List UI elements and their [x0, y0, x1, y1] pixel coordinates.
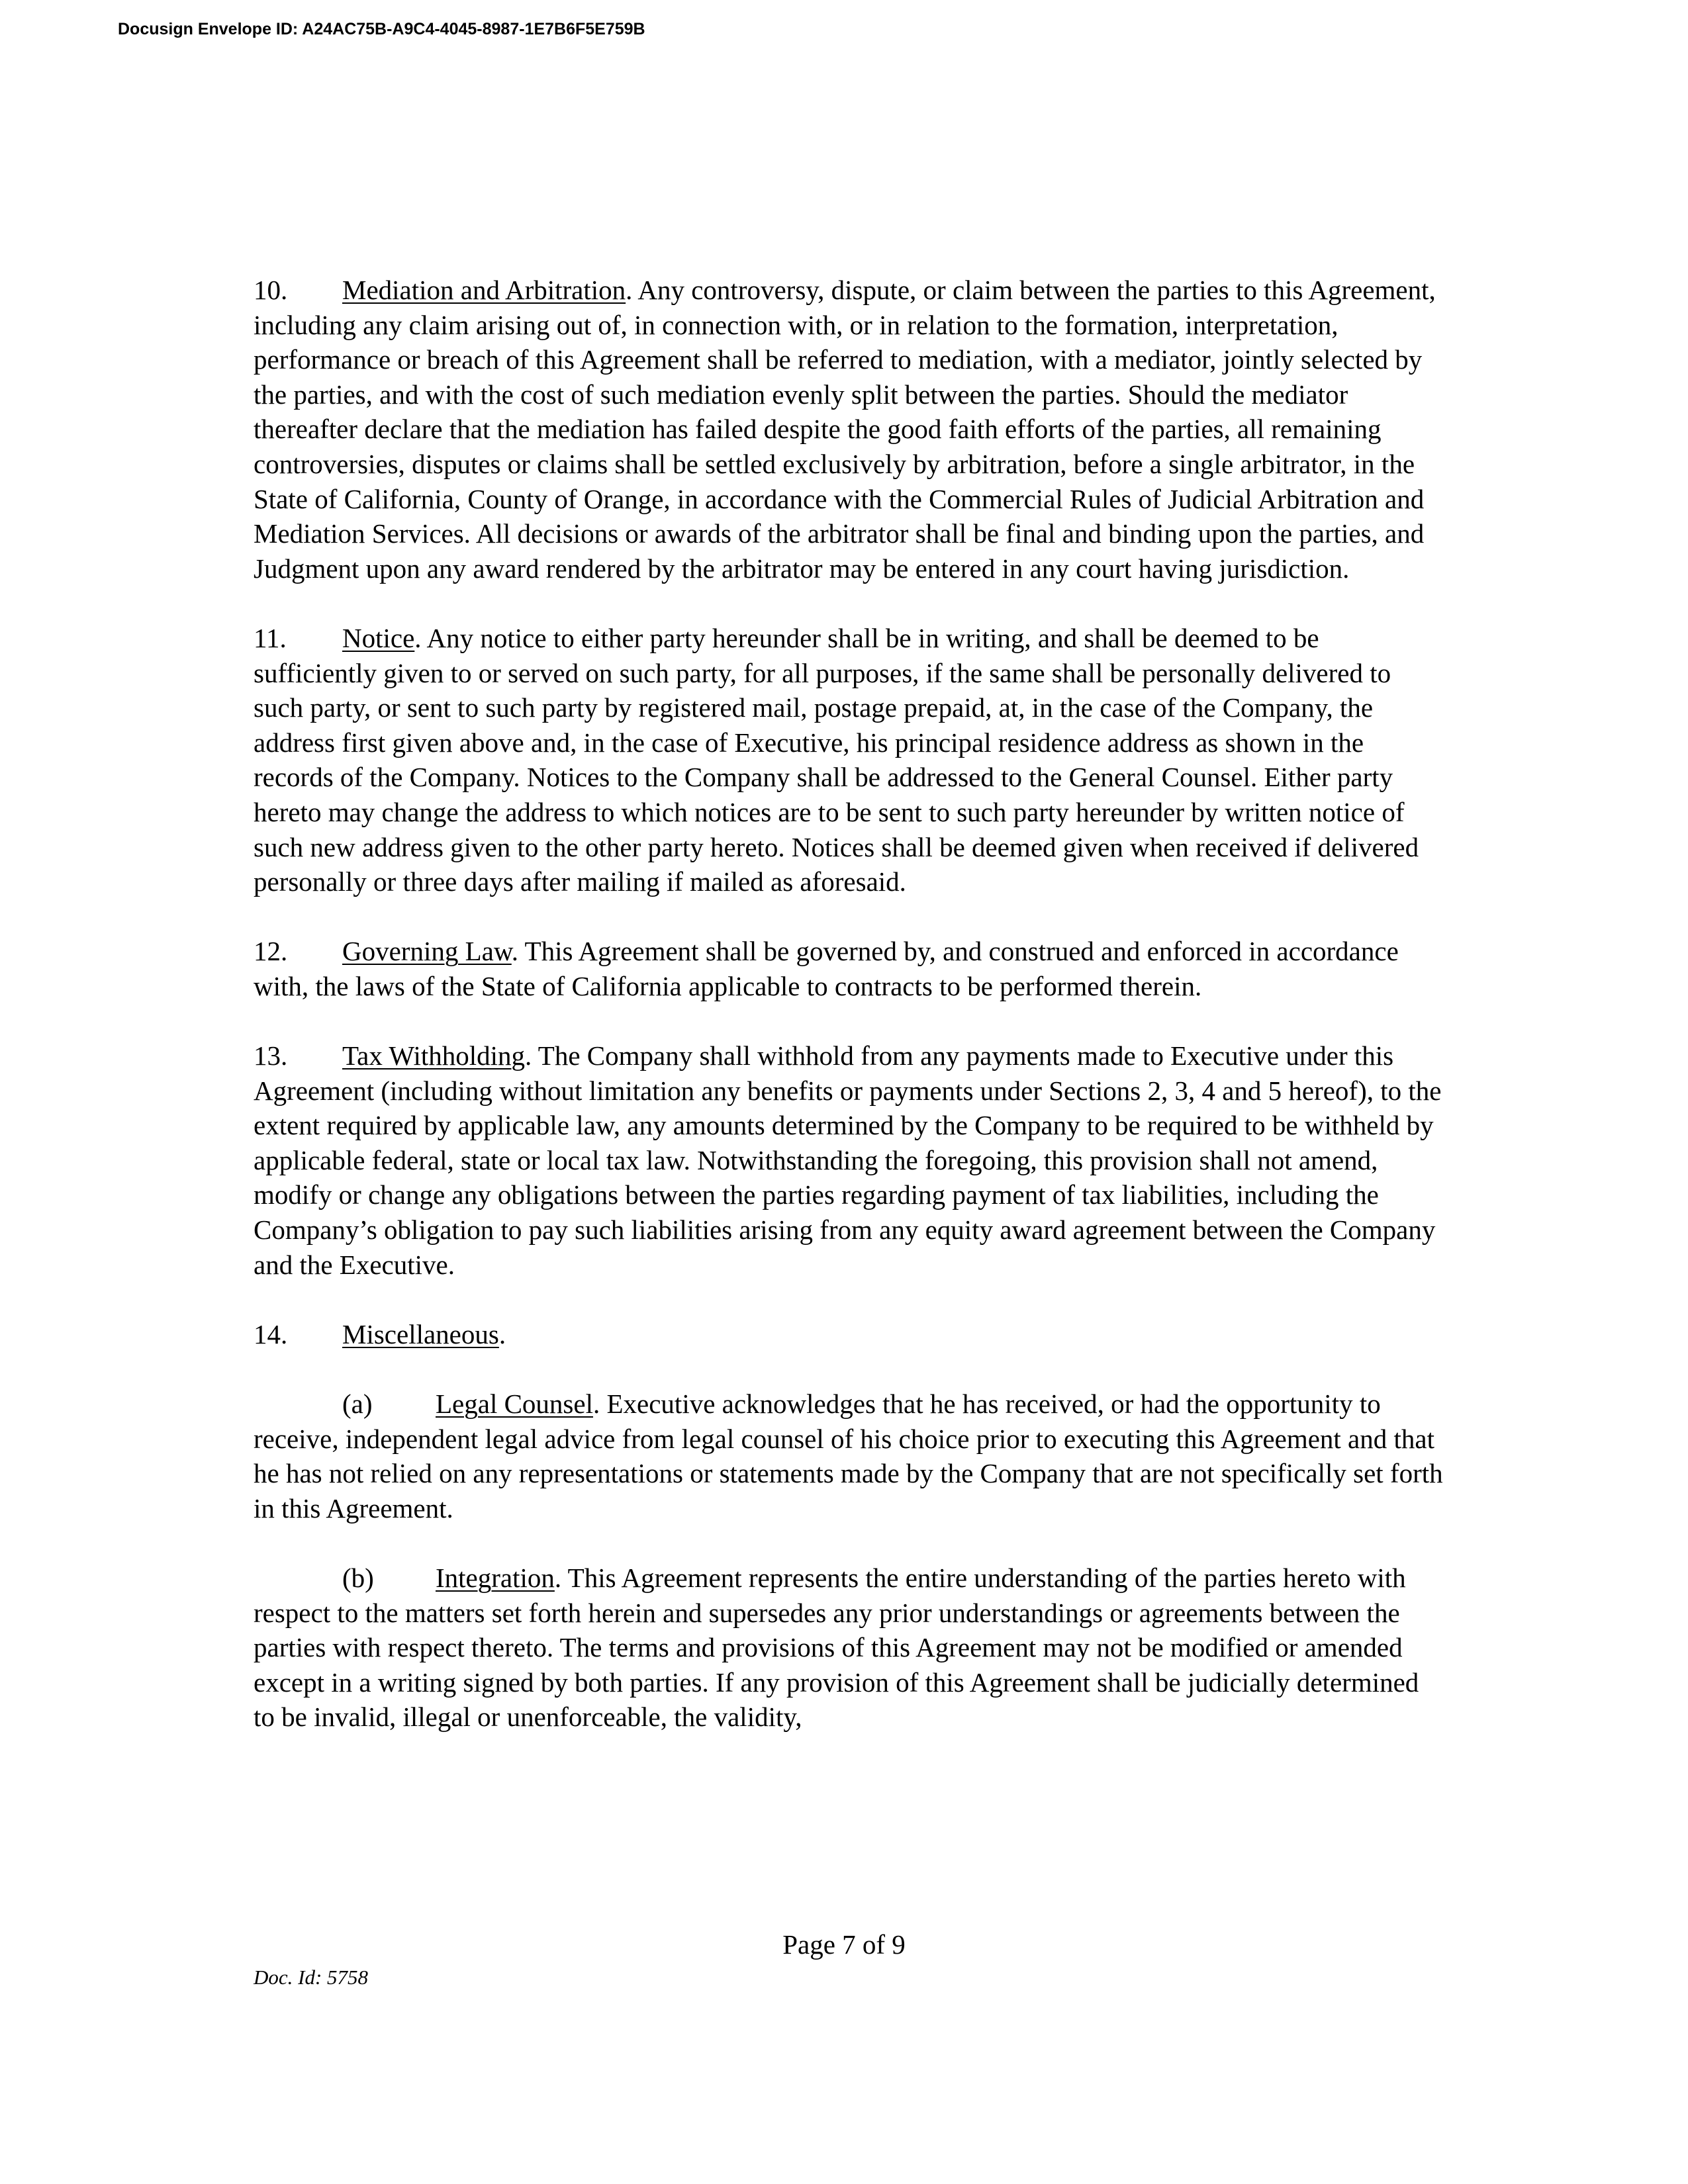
section-number: 12. [254, 936, 288, 967]
section-body: . Any notice to either party hereunder shall be in writing, and shall be deemed to be sufficiently given to or served on such party, for all purposes, if the same shall be personally delivered to such party, or sent to such party by registered mail, postage prepaid, at, in the case of the Company, the address first given above and, in the case of Executive, his principal residence address as shown in the records of the Company. Notices to the Company shall be addressed to the General Counsel. Either party hereto may change the address to which notices are to be sent to such party hereunder by written notice of such new address given to the other party hereto. Notices shall be deemed given when received if delivered personally or three days after mailing if mailed as aforesaid. [254, 622, 1419, 897]
subsection-letter: (a) [342, 1388, 373, 1419]
subsection-letter: (b) [342, 1562, 374, 1593]
section-number: 11. [254, 622, 287, 653]
section-governing-law [254, 934, 1445, 1003]
section-heading: Notice [342, 622, 415, 653]
section-number: 10. [254, 275, 288, 305]
section-mediation-arbitration [254, 273, 1445, 586]
section-number: 14. [254, 1318, 288, 1349]
section-body: . The Company shall withhold from any payments made to Executive under this Agreement (including without limitation any benefits or payments under Sections 2, 3, 4 and 5 hereof), to the extent required by applicable law, any amounts determined by the Company to be required to be withheld by applicable federal, state or local tax law. Notwithstanding the foregoing, this provision shall not amend, modify or change any obligations between the parties regarding payment of tax liabilities, including the Company’s obligation to pay such liabilities arising from any equity award agreement between the Company and the Executive. [254, 1040, 1442, 1280]
section-number: 13. [254, 1040, 288, 1071]
page-number: Page 7 of 9 [782, 1929, 906, 1960]
subsection-legal-counsel [254, 1387, 1445, 1525]
subsection-integration [254, 1561, 1445, 1735]
document-body [254, 273, 1445, 1770]
section-body: . [498, 1318, 506, 1349]
section-tax-withholding [254, 1038, 1445, 1282]
docusign-envelope-id: Docusign Envelope ID: A24AC75B-A9C4-4045-8987-1E7B6F5E759B [118, 20, 645, 38]
subsection-body: . This Agreement represents the entire understanding of the parties hereto with respect to the matters set forth herein and supersedes any prior understandings or agreements between the parties with respect thereto. The terms and provisions of this Agreement may not be modified or amended except in a writing signed by both parties. If any provision of this Agreement shall be judicially determined to be invalid, illegal or unenforceable, the validity, [254, 1562, 1419, 1733]
section-heading: Mediation and Arbitration [342, 275, 626, 305]
section-heading: Tax Withholding [342, 1040, 526, 1071]
section-miscellaneous [254, 1317, 1445, 1352]
subsection-heading: Integration [436, 1562, 555, 1593]
doc-id: Doc. Id: 5758 [254, 1966, 369, 1989]
section-heading: Governing Law [342, 936, 512, 967]
section-notice [254, 621, 1445, 899]
section-body: . This Agreement shall be governed by, and construed and enforced in accordance with, the laws of the State of California applicable to contracts to be performed therein. [254, 936, 1399, 1001]
section-body: . Any controversy, dispute, or claim between the parties to this Agreement, including any claim arising out of, in connection with, or in relation to the formation, interpretation, performance or breach of this Agreement shall be referred to mediation, with a mediator, jointly selected by the parties, and with the cost of such mediation evenly split between the parties. Should the mediator thereafter declare that the mediation has failed despite the good faith efforts of the parties, all remaining controversies, disputes or claims shall be settled exclusively by arbitration, before a single arbitrator, in the State of California, County of Orange, in accordance with the Commercial Rules of Judicial Arbitration and Mediation Services. All decisions or awards of the arbitrator shall be final and binding upon the parties, and Judgment upon any award rendered by the arbitrator may be entered in any court having jurisdiction. [254, 275, 1436, 584]
subsection-body: . Executive acknowledges that he has received, or had the opportunity to receive, independent legal advice from legal counsel of his choice prior to executing this Agreement and that he has not relied on any representations or statements made by the Company that are not specifically set forth in this Agreement. [254, 1388, 1443, 1524]
subsection-heading: Legal Counsel [436, 1388, 593, 1419]
section-heading: Miscellaneous [342, 1318, 499, 1349]
